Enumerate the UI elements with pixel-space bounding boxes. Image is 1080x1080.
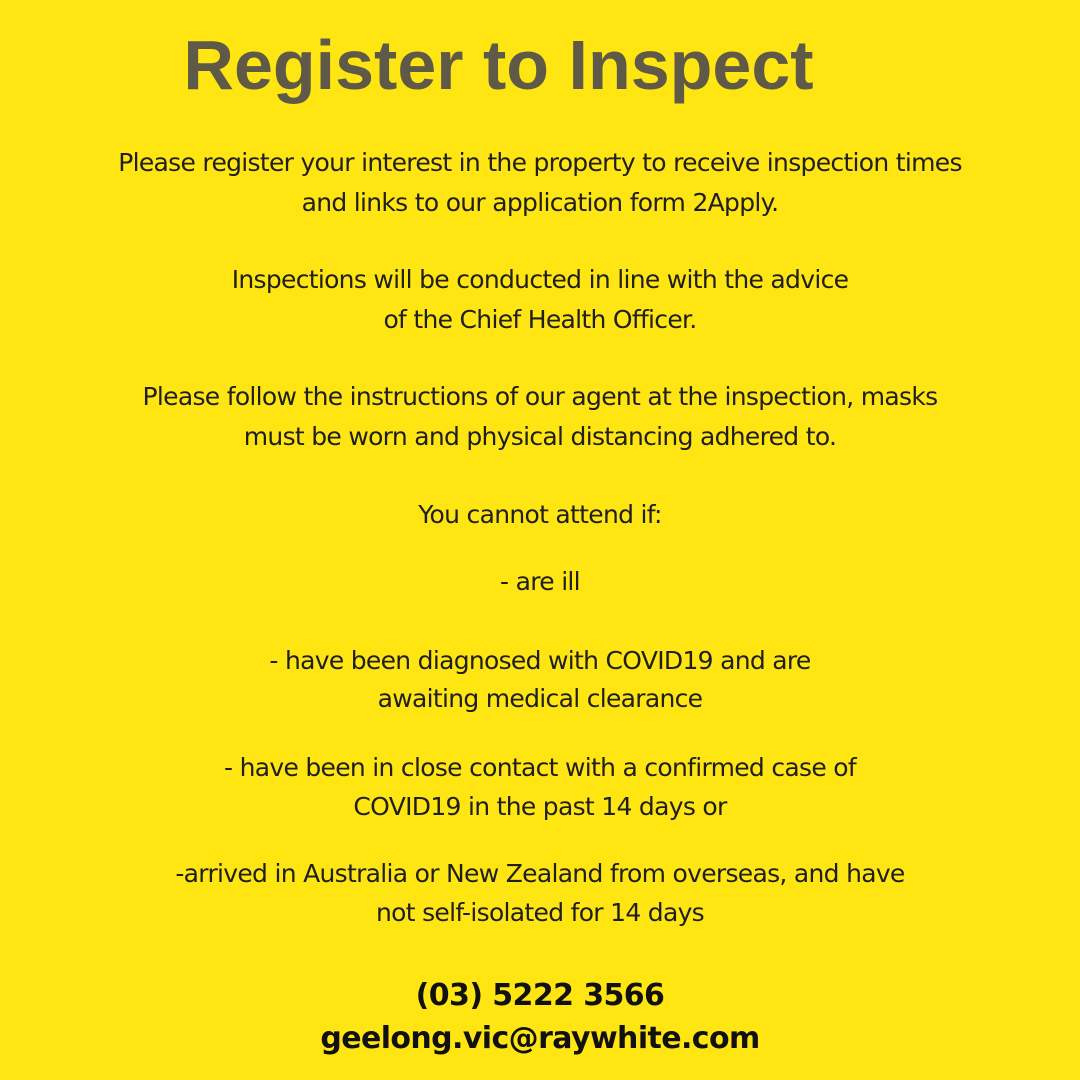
page-title: Register to Inspect bbox=[183, 26, 814, 104]
contact-phone: (03) 5222 3566 bbox=[415, 978, 665, 1013]
cannot-attend-heading: You cannot attend if: bbox=[418, 500, 662, 529]
condition-ill: - are ill bbox=[500, 567, 580, 596]
condition-diagnosed-line-2: awaiting medical clearance bbox=[377, 684, 703, 713]
contact-email: geelong.vic@raywhite.com bbox=[320, 1021, 760, 1056]
instructions-line-1: Please follow the instructions of our agent at the inspection, masks bbox=[142, 382, 938, 411]
condition-close-contact-line-2: COVID19 in the past 14 days or bbox=[353, 792, 727, 821]
instructions-line-2: must be worn and physical distancing adhered to. bbox=[243, 422, 837, 451]
register-paragraph-line-1: Please register your interest in the property to receive inspection times bbox=[118, 148, 962, 177]
register-paragraph-line-2: and links to our application form 2Apply. bbox=[301, 188, 779, 217]
condition-overseas-line-1: -arrived in Australia or New Zealand from overseas, and have bbox=[175, 859, 905, 888]
condition-diagnosed-line-1: - have been diagnosed with COVID19 and are bbox=[269, 646, 811, 675]
condition-overseas-line-2: not self-isolated for 14 days bbox=[375, 898, 704, 927]
condition-close-contact-line-1: - have been in close contact with a confirmed case of bbox=[224, 753, 856, 782]
health-advice-line-2: of the Chief Health Officer. bbox=[383, 305, 697, 334]
health-advice-line-1: Inspections will be conducted in line with the advice bbox=[231, 265, 849, 294]
